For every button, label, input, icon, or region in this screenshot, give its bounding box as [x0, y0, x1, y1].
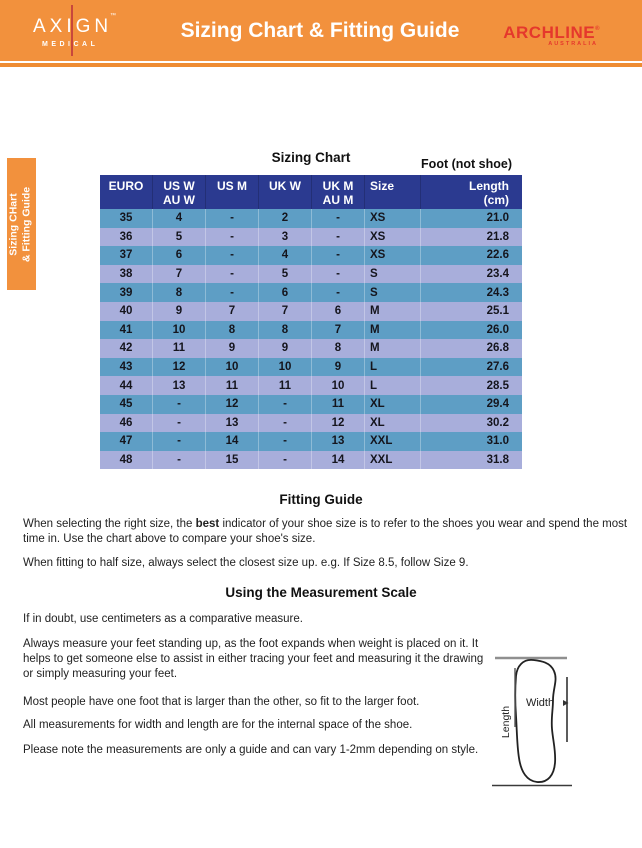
archline-logo — [503, 21, 600, 47]
table-cell: L — [364, 376, 420, 395]
table-cell: 2 — [258, 209, 311, 228]
column-header: US M — [205, 175, 258, 209]
table-row — [100, 376, 522, 395]
table-cell: - — [152, 451, 205, 470]
table-cell: XS — [364, 209, 420, 228]
table-cell: - — [152, 395, 205, 414]
paragraph-text: indicator of your shoe size is to refer to the shoes you wear and spend the most time in. Use the chart above to compare your shoe's size. — [23, 518, 628, 545]
side-tab — [7, 158, 36, 290]
table-row — [100, 228, 522, 247]
table-cell: 14 — [205, 432, 258, 451]
table-cell: 39 — [119, 286, 133, 299]
table-cell: 15 — [205, 451, 258, 470]
table-cell: 8 — [152, 283, 205, 302]
paragraph-text: When selecting the right size, the — [23, 518, 196, 530]
table-row — [100, 339, 522, 358]
column-header: Size — [364, 175, 420, 209]
table-cell: 7 — [152, 265, 205, 284]
table-cell: - — [205, 209, 258, 228]
measurement-paragraph-5: Please note the measurements are only a guide and can vary 1-2mm depending on style. — [23, 744, 479, 756]
table-cell: 12 — [152, 358, 205, 377]
table-cell: 24.3 — [420, 283, 522, 302]
width-label: Width — [525, 697, 555, 709]
table-cell: M — [364, 302, 420, 321]
table-cell: 10 — [311, 376, 364, 395]
table-cell: 41 — [119, 323, 133, 336]
bold-emphasis: best — [195, 518, 220, 530]
table-cell: - — [205, 283, 258, 302]
table-cell: 21.8 — [420, 228, 522, 247]
sizing-table-header-row — [100, 175, 522, 209]
length-label: Length — [500, 705, 512, 739]
table-cell: 46 — [119, 416, 133, 429]
side-tab-label: Sizing CHart & Fitting Guide — [7, 186, 32, 262]
fitting-guide-paragraph-2: When fitting to half size, always select the closest size up. e.g. If Size 8.5, follow Size 9. — [23, 557, 469, 569]
foot-not-shoe-note: Foot (not shoe) — [421, 157, 512, 171]
table-row — [100, 451, 522, 470]
header-rule — [0, 63, 642, 67]
table-cell: 47 — [119, 435, 133, 448]
table-cell: - — [311, 265, 364, 284]
axign-wordmark: AXIGN — [33, 16, 113, 37]
foot-outline — [515, 660, 555, 782]
foot-diagram — [485, 650, 585, 795]
table-row — [100, 302, 522, 321]
table-cell: 44 — [119, 379, 133, 392]
table-cell: 11 — [205, 376, 258, 395]
sizing-chart-title: Sizing Chart — [271, 150, 351, 165]
table-cell: 7 — [205, 302, 258, 321]
table-cell: 7 — [258, 302, 311, 321]
measurement-paragraph-1: If in doubt, use centimeters as a comparative measure. — [23, 613, 303, 625]
table-cell: XL — [364, 414, 420, 433]
table-cell: 31.8 — [420, 451, 522, 470]
page-title: Sizing Chart & Fitting Guide — [180, 19, 460, 42]
table-cell: 8 — [311, 339, 364, 358]
fitting-guide-paragraph-1 — [23, 517, 635, 547]
table-cell: XXL — [364, 432, 420, 451]
measurement-scale-heading: Using the Measurement Scale — [225, 585, 417, 600]
table-cell: 13 — [152, 376, 205, 395]
table-row — [100, 246, 522, 265]
table-row — [100, 209, 522, 228]
table-cell: - — [311, 209, 364, 228]
table-cell: 6 — [258, 283, 311, 302]
table-cell: 43 — [119, 361, 133, 374]
axign-trademark-icon: ™ — [110, 13, 116, 19]
table-cell: - — [258, 414, 311, 433]
table-cell: - — [258, 395, 311, 414]
table-cell: 28.5 — [420, 376, 522, 395]
table-cell: S — [364, 265, 420, 284]
table-cell: 7 — [311, 321, 364, 340]
table-cell: 26.0 — [420, 321, 522, 340]
column-header: Length (cm) — [420, 175, 522, 209]
table-cell: 9 — [205, 339, 258, 358]
table-cell: L — [364, 358, 420, 377]
table-row — [100, 395, 522, 414]
table-cell: 35 — [119, 212, 133, 225]
table-cell: 21.0 — [420, 209, 522, 228]
table-cell: - — [311, 246, 364, 265]
table-cell: 9 — [152, 302, 205, 321]
table-cell: 12 — [311, 414, 364, 433]
table-cell: - — [311, 283, 364, 302]
table-cell: 11 — [152, 339, 205, 358]
table-cell: XS — [364, 246, 420, 265]
table-cell: 45 — [119, 398, 133, 411]
table-cell: 13 — [311, 432, 364, 451]
table-cell: - — [152, 432, 205, 451]
table-cell: 12 — [205, 395, 258, 414]
table-cell: 36 — [119, 230, 133, 243]
table-cell: 48 — [119, 454, 133, 467]
table-cell: - — [205, 246, 258, 265]
table-cell: M — [364, 339, 420, 358]
table-cell: XL — [364, 395, 420, 414]
table-cell: 27.6 — [420, 358, 522, 377]
column-header: EURO — [108, 179, 144, 193]
fitting-guide-heading: Fitting Guide — [279, 492, 363, 507]
table-cell: 37 — [119, 249, 133, 262]
table-cell: - — [258, 432, 311, 451]
table-row — [100, 321, 522, 340]
table-cell: S — [364, 283, 420, 302]
table-row — [100, 414, 522, 433]
table-cell: - — [311, 228, 364, 247]
table-cell: 6 — [311, 302, 364, 321]
table-cell: 8 — [205, 321, 258, 340]
archline-name-text: ARCHLINE — [503, 23, 596, 42]
table-cell: 4 — [152, 209, 205, 228]
table-cell: 9 — [258, 339, 311, 358]
table-cell: 40 — [119, 305, 133, 318]
table-row — [100, 358, 522, 377]
table-cell: 13 — [205, 414, 258, 433]
table-cell: 42 — [119, 342, 133, 355]
table-cell: 10 — [205, 358, 258, 377]
table-cell: 5 — [258, 265, 311, 284]
archline-registered-icon: ® — [595, 26, 600, 32]
table-cell: 4 — [258, 246, 311, 265]
column-header: UK M AU M — [311, 175, 364, 209]
table-cell: - — [205, 265, 258, 284]
table-cell: 3 — [258, 228, 311, 247]
measurement-paragraph-3: Most people have one foot that is larger than the other, so fit to the larger foot. — [23, 696, 420, 708]
column-header: US W AU W — [152, 175, 205, 209]
table-cell: 14 — [311, 451, 364, 470]
measurement-paragraph-4: All measurements for width and length are for the internal space of the shoe. — [23, 719, 413, 731]
table-cell: 10 — [258, 358, 311, 377]
table-cell: 5 — [152, 228, 205, 247]
table-cell: - — [258, 451, 311, 470]
table-cell: M — [364, 321, 420, 340]
table-cell: 25.1 — [420, 302, 522, 321]
table-cell: XXL — [364, 451, 420, 470]
measurement-paragraph-2: Always measure your feet standing up, as the foot expands when weight is placed on it. It helps to get someone else to assist in either tracing your feet and measuring it the drawing or simply measuring your feet. — [23, 638, 484, 680]
table-cell: 11 — [311, 395, 364, 414]
header-bar — [0, 0, 642, 61]
table-cell: 31.0 — [420, 432, 522, 451]
sizing-table-body — [100, 209, 522, 469]
table-cell: XS — [364, 228, 420, 247]
table-cell: 38 — [119, 268, 133, 281]
table-row — [100, 283, 522, 302]
table-cell: 8 — [258, 321, 311, 340]
table-row — [100, 265, 522, 284]
table-cell: 9 — [311, 358, 364, 377]
table-cell: 22.6 — [420, 246, 522, 265]
table-cell: 11 — [258, 376, 311, 395]
table-cell: 23.4 — [420, 265, 522, 284]
table-cell: 30.2 — [420, 414, 522, 433]
table-cell: - — [152, 414, 205, 433]
table-cell: - — [205, 228, 258, 247]
archline-subtitle: AUSTRALIA — [548, 41, 598, 47]
table-cell: 29.4 — [420, 395, 522, 414]
axign-subtitle: MEDICAL — [42, 41, 99, 48]
sizing-table — [100, 175, 522, 469]
archline-wordmark — [503, 21, 600, 41]
column-header: UK W — [258, 175, 311, 209]
table-cell: 10 — [152, 321, 205, 340]
table-cell: 26.8 — [420, 339, 522, 358]
table-row — [100, 432, 522, 451]
table-cell: 6 — [152, 246, 205, 265]
